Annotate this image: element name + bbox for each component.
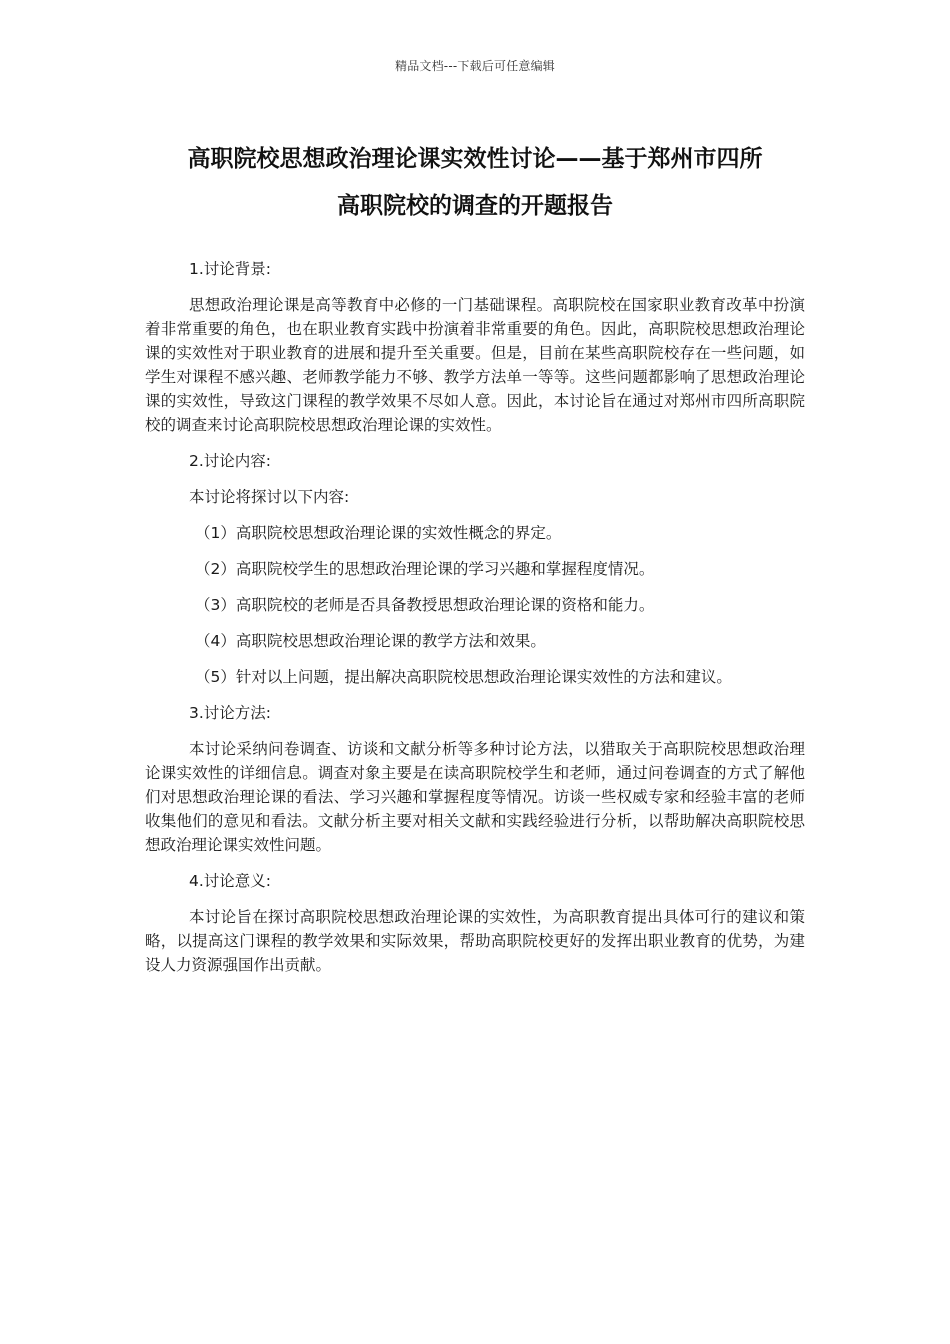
content-item-1: （1）高职院校思想政治理论课的实效性概念的界定。 bbox=[195, 524, 562, 542]
content-item-4: （4）高职院校思想政治理论课的教学方法和效果。 bbox=[195, 632, 546, 650]
document-body bbox=[145, 257, 805, 989]
content-intro: 本讨论将探讨以下内容: bbox=[189, 488, 350, 506]
title-line-2: 高职院校的调查的开题报告 bbox=[337, 193, 613, 219]
content-item-5: （5）针对以上问题，提出解决高职院校思想政治理论课实效性的方法和建议。 bbox=[195, 668, 732, 686]
background-paragraph: 思想政治理论课是高等教育中必修的一门基础课程。高职院校在国家职业教育改革中扮演着非常重要的角色，也在职业教育实践中扮演着非常重要的角色。因此，高职院校思想政治理论课的实效性对于职业教育的进展和提升至关重要。但是，目前在某些高职院校存在一些问题，如学生对课程不感兴趣、老师教学能力不够、教学方法单一等等。这些问题都影响了思想政治理论课的实效性，导致这门课程的教学效果不尽如人意。因此，本讨论旨在通过对郑州市四所高职院校的调查来讨论高职院校思想政治理论课的实效性。 bbox=[145, 296, 805, 434]
section-heading-significance: 4.讨论意义: bbox=[189, 872, 272, 890]
header-note: 精品文档---下载后可任意编辑 bbox=[395, 59, 555, 73]
section-heading-method: 3.讨论方法: bbox=[189, 704, 272, 722]
section-heading-background: 1.讨论背景: bbox=[189, 260, 272, 278]
method-paragraph: 本讨论采纳问卷调查、访谈和文献分析等多种讨论方法，以猎取关于高职院校思想政治理论课实效性的详细信息。调查对象主要是在读高职院校学生和老师，通过问卷调查的方式了解他们对思想政治理论课的看法、学习兴趣和掌握程度等情况。访谈一些权威专家和经验丰富的老师收集他们的意见和看法。文献分析主要对相关文献和实践经验进行分析，以帮助解决高职院校思想政治理论课实效性问题。 bbox=[145, 740, 805, 854]
title-line-1: 高职院校思想政治理论课实效性讨论——基于郑州市四所 bbox=[187, 146, 763, 172]
significance-paragraph: 本讨论旨在探讨高职院校思想政治理论课的实效性，为高职教育提出具体可行的建议和策略，以提高这门课程的教学效果和实际效果，帮助高职院校更好的发挥出职业教育的优势，为建设人力资源强国作出贡献。 bbox=[145, 908, 805, 974]
content-item-3: （3）高职院校的老师是否具备教授思想政治理论课的资格和能力。 bbox=[195, 596, 655, 614]
document-title bbox=[145, 136, 805, 230]
content-item-2: （2）高职院校学生的思想政治理论课的学习兴趣和掌握程度情况。 bbox=[195, 560, 655, 578]
section-heading-content: 2.讨论内容: bbox=[189, 452, 272, 470]
